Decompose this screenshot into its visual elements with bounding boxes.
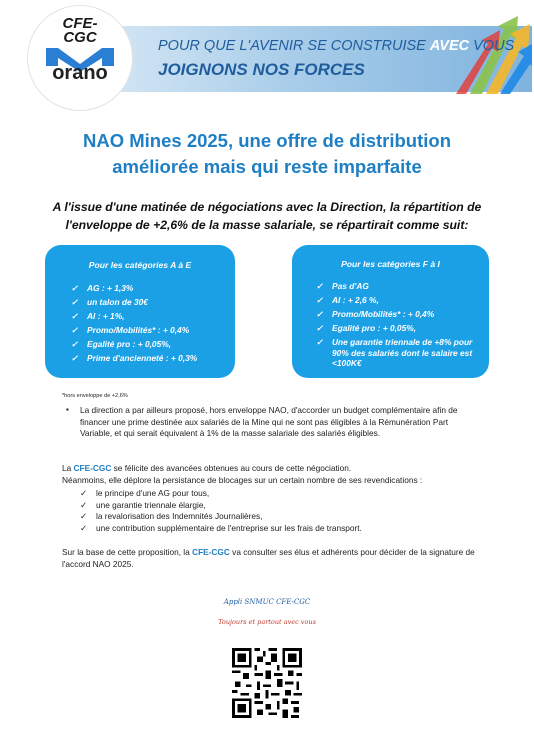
list-item-text: AG : + 1,3%: [87, 283, 134, 293]
check-icon: ✓: [80, 522, 87, 533]
intro-line-2: l'enveloppe de +2,6% de la masse salariale, se répartirait comme suit:: [65, 218, 469, 232]
box-list: [316, 281, 481, 369]
logo-cfe-cgc-text: [50, 17, 110, 45]
list-item: [71, 339, 235, 350]
title-line-2: améliorée mais qui reste imparfaite: [112, 156, 422, 177]
list-item: [71, 311, 235, 322]
list-item: [80, 511, 480, 523]
check-icon: ✓: [71, 310, 79, 321]
logo-orano-text: orano: [52, 62, 108, 84]
footnote: *hors enveloppe de +2,6%: [62, 393, 128, 399]
slogan-part: VOUS: [469, 38, 515, 54]
list-item-text: Pas d'AG: [332, 281, 369, 291]
list-item-text: le principe d'une AG pour tous,: [96, 488, 210, 498]
box-heading: Pour les catégories A à E: [88, 260, 192, 270]
slogan-highlight: AVEC: [429, 38, 470, 54]
intro-text: [40, 198, 494, 234]
paragraph-line: [62, 463, 482, 475]
check-icon: ✓: [71, 352, 79, 363]
list-item-text: une contribution supplémentaire de l'entreprise sur les frais de transport.: [96, 522, 362, 533]
org-name: CFE-CGC: [73, 463, 112, 473]
satisfaction-paragraph: [62, 463, 482, 486]
check-icon: ✓: [71, 296, 79, 307]
list-item: [316, 295, 481, 306]
claims-list: [80, 488, 480, 534]
logo-top-text: CFE-CGC: [62, 15, 98, 46]
check-icon: ✓: [316, 308, 324, 319]
check-icon: ✓: [80, 511, 87, 521]
check-icon: ✓: [71, 283, 79, 293]
list-item-text: Promo/Mobilités* : + 0,4%: [332, 308, 435, 319]
list-item: [80, 500, 480, 512]
check-icon: ✓: [316, 322, 324, 333]
check-icon: ✓: [316, 294, 324, 305]
text-part: La: [62, 463, 74, 473]
list-item: [71, 283, 235, 294]
list-item: [80, 488, 480, 500]
list-item: [71, 325, 235, 336]
check-icon: ✓: [71, 338, 79, 349]
tagline: Toujours et partout avec vous: [218, 618, 316, 626]
org-name: CFE-CGC: [192, 547, 230, 557]
list-item: [71, 353, 235, 364]
list-item-text: Egalité pro : + 0,05%,: [87, 338, 172, 349]
square-bullet-icon: ▪: [66, 405, 69, 414]
slogan-part: POUR QUE L'AVENIR SE CONSTRUISE: [158, 38, 430, 54]
list-item-text: AI : + 2,6 %,: [332, 294, 379, 305]
list-item-text: AI : + 1%,: [87, 310, 125, 321]
list-item: [80, 523, 480, 535]
list-item-text: un talon de 30€: [87, 296, 148, 307]
list-item: [316, 337, 481, 369]
check-icon: ✓: [316, 281, 324, 291]
list-item: [71, 297, 235, 308]
slogan-line-2: JOIGNONS NOS FORCES: [158, 60, 365, 79]
list-item-text: une garantie triennale élargie,: [96, 499, 206, 510]
paragraph-line: Néanmoins, elle déplore la persistance de blocages sur un certain nombre de ses revendications :: [62, 474, 423, 485]
check-icon: ✓: [80, 499, 87, 510]
consultation-paragraph: [62, 547, 482, 570]
list-item-text: la revalorisation des Indemnités Journalières,: [96, 511, 263, 521]
page-title: [40, 128, 494, 180]
list-item-text: Promo/Mobilités* : + 0,4%: [87, 324, 190, 335]
list-item: [316, 323, 481, 334]
list-item: [316, 281, 481, 292]
list-item: [316, 309, 481, 320]
additional-budget-paragraph: La direction a par ailleurs proposé, hors enveloppe NAO, d'accorder un budget complémentaire afin de financer une prime destinée aux salariés de la Mine qui ne sont pas éligibles à la Rémunération Part Variable, et qui serait équivalent à 1% de la masse salariale des salariés éligibles.: [80, 405, 458, 438]
list-item-text: Egalité pro : + 0,05%,: [332, 322, 417, 333]
qr-code-icon[interactable]: [232, 648, 302, 718]
text-part: va consulter ses élus et adhérents pour décider de la signature de l'accord NAO 2025.: [62, 547, 475, 569]
slogan-line-1: [158, 38, 514, 54]
check-icon: ✓: [80, 488, 87, 498]
box-heading: Pour les catégories F à I: [341, 259, 440, 269]
categories-a-e-box: [45, 245, 235, 378]
list-item-text: Prime d'ancienneté : + 0,3%: [87, 352, 198, 363]
intro-line-1: A l'issue d'une matinée de négociations avec la Direction, la répartition de: [52, 200, 482, 214]
list-item-text: Une garantie triennale de +8% pour 90% des salariés dont le salaire est <100K€: [332, 336, 473, 369]
box-list: [71, 283, 235, 364]
check-icon: ✓: [71, 324, 79, 335]
check-icon: ✓: [316, 336, 324, 347]
title-line-1: NAO Mines 2025, une offre de distribution: [83, 130, 451, 151]
categories-f-i-box: [292, 245, 489, 378]
text-part: se félicite des avancées obtenues au cours de cette négociation.: [111, 463, 352, 473]
text-part: Sur la base de cette proposition, la: [62, 547, 193, 557]
app-name: Appli SNMUC CFE-CGC: [223, 598, 311, 606]
